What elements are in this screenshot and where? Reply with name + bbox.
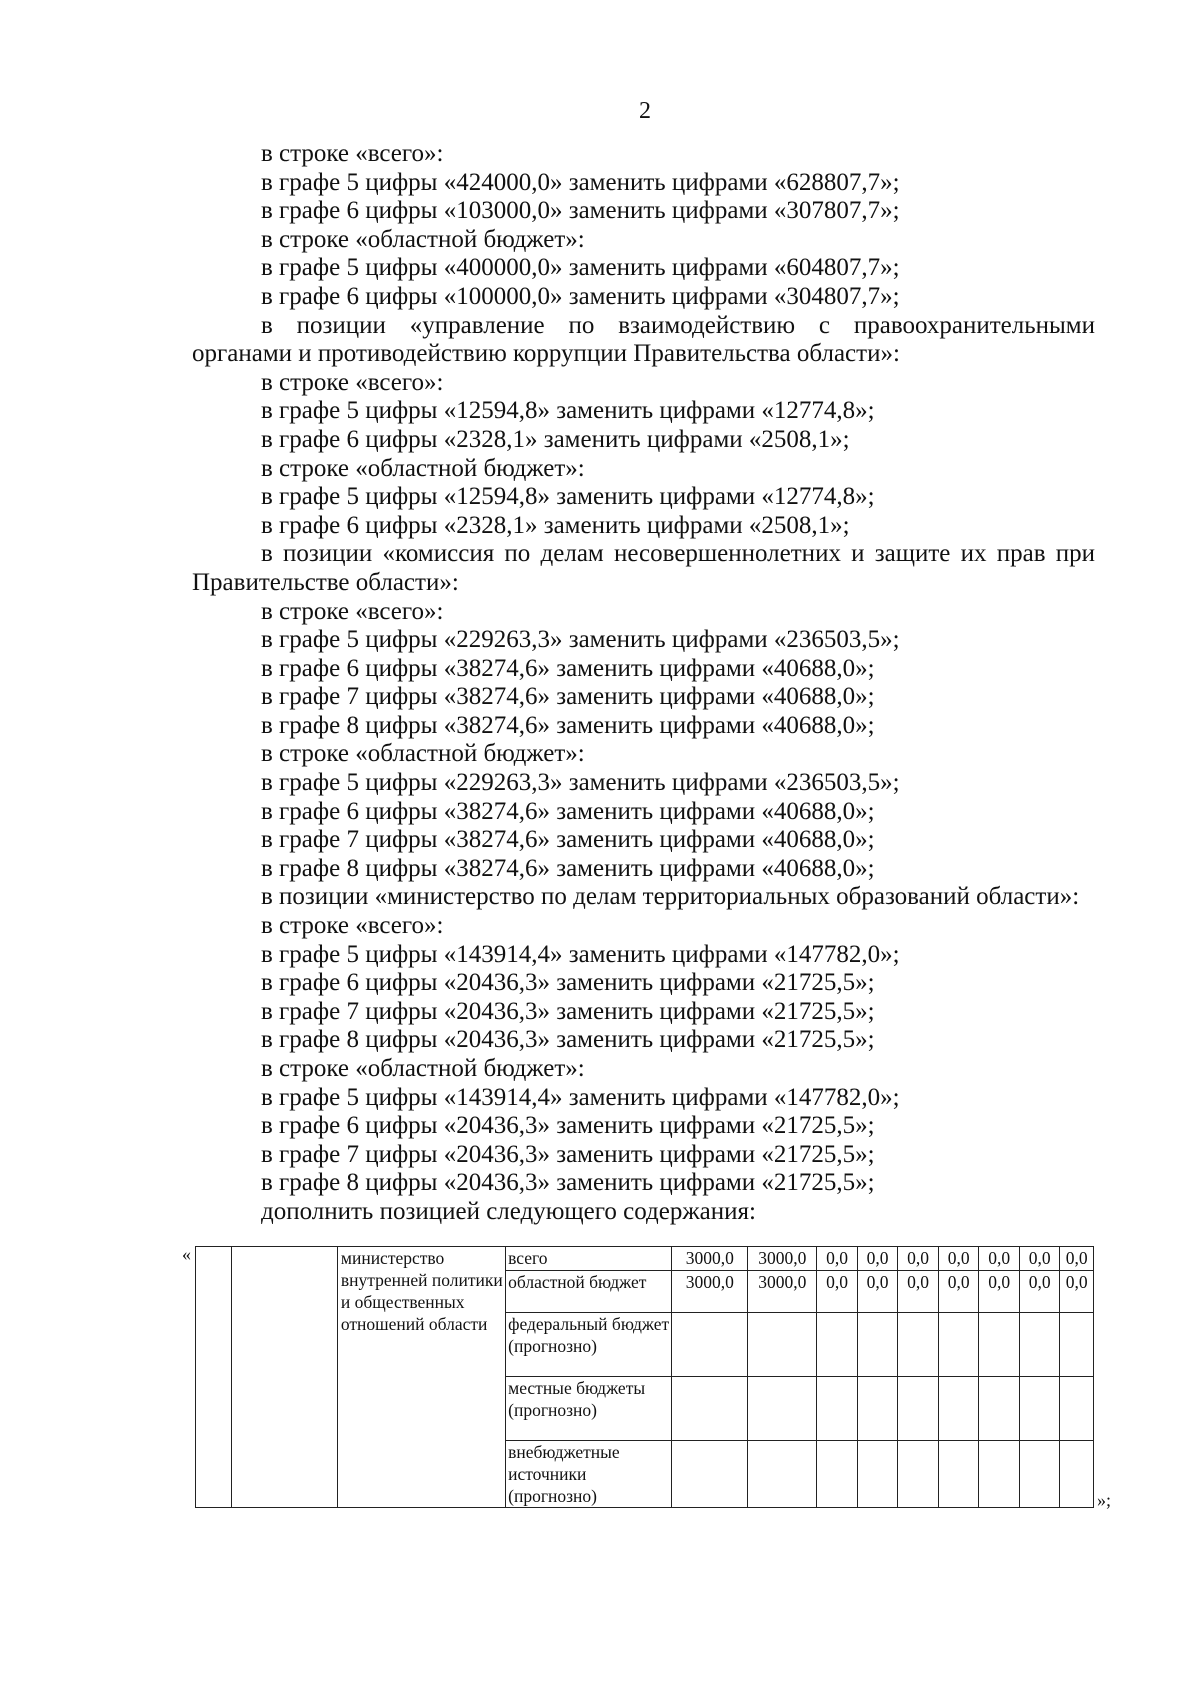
amount-cell: 3000,0 (672, 1247, 748, 1271)
amount-cell: 3000,0 (748, 1271, 817, 1313)
amount-cell (817, 1313, 858, 1377)
amount-cell: 3000,0 (748, 1247, 817, 1271)
amount-cell: 0,0 (979, 1271, 1020, 1313)
table-row (196, 1247, 1094, 1271)
text-paragraph: в позиции «управление по взаимодействию с правоохранительными органами и противодействию коррупции Правительства области»: (192, 311, 1095, 368)
amount-cell (938, 1441, 979, 1508)
table-open-quote: « (182, 1244, 191, 1264)
text-line: в строке «областной бюджет»: (261, 454, 585, 482)
amount-cell (748, 1377, 817, 1441)
amount-cell: 0,0 (898, 1271, 939, 1313)
amount-cell (857, 1441, 898, 1508)
amount-cell (1019, 1313, 1060, 1377)
amount-cell (1060, 1313, 1094, 1377)
text-line: в строке «областной бюджет»: (261, 740, 585, 768)
text-line: в графе 5 цифры «12594,8» заменить цифрами «12774,8»; (261, 397, 875, 425)
amount-cell (672, 1313, 748, 1377)
amount-cell: 0,0 (938, 1247, 979, 1271)
text-line: в графе 8 цифры «20436,3» заменить цифрами «21725,5»; (261, 1026, 875, 1054)
text-line: в графе 5 цифры «143914,4» заменить цифрами «147782,0»; (261, 1083, 900, 1111)
text-line: в графе 7 цифры «20436,3» заменить цифрами «21725,5»; (261, 997, 875, 1025)
amount-cell: 0,0 (857, 1247, 898, 1271)
amount-cell (748, 1441, 817, 1508)
event-cell (232, 1247, 337, 1508)
amount-cell (672, 1441, 748, 1508)
text-line: в графе 5 цифры «424000,0» заменить цифрами «628807,7»; (261, 168, 900, 196)
text-line: в графе 6 цифры «2328,1» заменить цифрами «2508,1»; (261, 425, 850, 453)
text-line: в графе 8 цифры «38274,6» заменить цифрами «40688,0»; (261, 711, 875, 739)
amount-cell: 0,0 (857, 1271, 898, 1313)
amount-cell: 0,0 (1019, 1271, 1060, 1313)
amount-cell: 3000,0 (672, 1271, 748, 1313)
funding-source-cell: федеральный бюджет (прогнозно) (506, 1313, 672, 1377)
text-line: в графе 5 цифры «12594,8» заменить цифрами «12774,8»; (261, 483, 875, 511)
amount-cell (1060, 1377, 1094, 1441)
amount-cell: 0,0 (1060, 1271, 1094, 1313)
funding-source-cell: всего (506, 1247, 672, 1271)
text-line: в строке «областной бюджет»: (261, 225, 585, 253)
text-line: в графе 6 цифры «103000,0» заменить цифрами «307807,7»; (261, 197, 900, 225)
amount-cell (979, 1441, 1020, 1508)
text-line: в графе 8 цифры «20436,3» заменить цифрами «21725,5»; (261, 1169, 875, 1197)
amount-cell (979, 1377, 1020, 1441)
funding-source-cell: местные бюджеты (прогнозно) (506, 1377, 672, 1441)
text-line: в графе 6 цифры «100000,0» заменить цифрами «304807,7»; (261, 282, 900, 310)
amount-cell (1019, 1377, 1060, 1441)
responsible-executor-cell: министерство внутренней политики и общественных отношений области (337, 1247, 505, 1508)
amount-cell: 0,0 (1060, 1247, 1094, 1271)
text-line: в графе 7 цифры «20436,3» заменить цифрами «21725,5»; (261, 1140, 875, 1168)
text-line: в графе 6 цифры «38274,6» заменить цифрами «40688,0»; (261, 654, 875, 682)
amount-cell (748, 1313, 817, 1377)
text-line: в графе 5 цифры «229263,3» заменить цифрами «236503,5»; (261, 769, 900, 797)
amendment-text (192, 140, 1095, 1227)
text-line: в графе 5 цифры «400000,0» заменить цифрами «604807,7»; (261, 254, 900, 282)
amount-cell (1060, 1441, 1094, 1508)
text-paragraph: в позиции «комиссия по делам несовершеннолетних и защите их прав при Правительстве области»: (192, 540, 1095, 596)
amount-cell (938, 1313, 979, 1377)
text-line: в графе 5 цифры «143914,4» заменить цифрами «147782,0»; (261, 940, 900, 968)
text-line: в графе 5 цифры «229263,3» заменить цифрами «236503,5»; (261, 626, 900, 654)
number-cell (196, 1247, 232, 1508)
funding-source-cell: внебюджетные источники (прогнозно) (506, 1441, 672, 1508)
amount-cell: 0,0 (898, 1247, 939, 1271)
amount-cell (1019, 1441, 1060, 1508)
amount-cell: 0,0 (817, 1247, 858, 1271)
amount-cell (817, 1377, 858, 1441)
amount-cell: 0,0 (979, 1247, 1020, 1271)
page-number: 2 (639, 98, 651, 124)
amount-cell (857, 1313, 898, 1377)
text-line: в строке «всего»: (261, 912, 444, 940)
amount-cell (672, 1377, 748, 1441)
amount-cell (938, 1377, 979, 1441)
funding-source-cell: областной бюджет (506, 1271, 672, 1313)
text-line: в графе 6 цифры «20436,3» заменить цифрами «21725,5»; (261, 969, 875, 997)
text-line: в строке «областной бюджет»: (261, 1055, 585, 1082)
text-line: в графе 8 цифры «38274,6» заменить цифрами «40688,0»; (261, 854, 875, 882)
text-line: в графе 6 цифры «2328,1» заменить цифрами «2508,1»; (261, 511, 850, 539)
text-line: в позиции «министерство по делам территориальных образований области»: (261, 883, 1080, 911)
text-line: в строке «всего»: (261, 597, 444, 625)
amount-cell (898, 1441, 939, 1508)
amount-cell (857, 1377, 898, 1441)
table-close-quote: »; (1097, 1490, 1112, 1510)
text-line: в графе 7 цифры «38274,6» заменить цифрами «40688,0»; (261, 826, 875, 854)
amount-cell (817, 1441, 858, 1508)
text-line: дополнить позицией следующего содержания: (261, 1197, 756, 1225)
text-line: в графе 7 цифры «38274,6» заменить цифрами «40688,0»; (261, 683, 875, 711)
amount-cell: 0,0 (1019, 1247, 1060, 1271)
amount-cell: 0,0 (817, 1271, 858, 1313)
amount-cell (898, 1313, 939, 1377)
amount-cell (898, 1377, 939, 1441)
amount-cell: 0,0 (938, 1271, 979, 1313)
amendment-table (195, 1246, 1094, 1508)
text-line: в строке «всего»: (261, 368, 444, 396)
text-line: в строке «всего»: (261, 140, 444, 167)
text-line: в графе 6 цифры «20436,3» заменить цифрами «21725,5»; (261, 1112, 875, 1140)
amount-cell (979, 1313, 1020, 1377)
text-line: в графе 6 цифры «38274,6» заменить цифрами «40688,0»; (261, 797, 875, 825)
